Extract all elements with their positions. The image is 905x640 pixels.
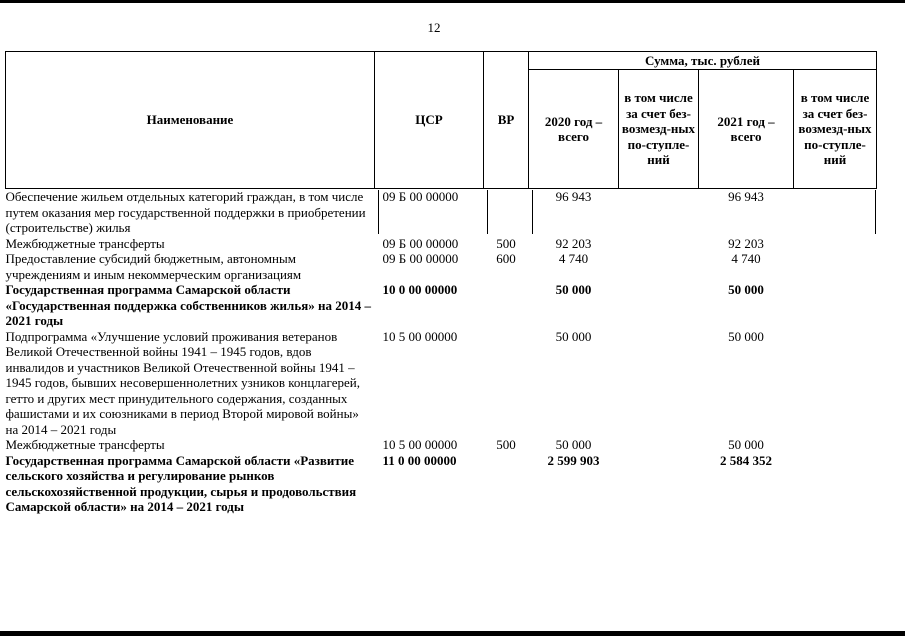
row-2020-total: 92 203 — [555, 235, 592, 251]
row-2020-total: 96 943 — [555, 189, 592, 204]
row-2020-free — [619, 437, 699, 453]
header-sum: Сумма, тыс. рублей — [529, 52, 877, 70]
row-csr: 10 5 00 00000 — [382, 437, 458, 452]
row-2021-total: 50 000 — [728, 282, 764, 297]
row-2020-total: 4 740 — [558, 251, 589, 266]
table-row — [6, 329, 877, 438]
header-2020-free: в том числе за счет без-возмезд-ных по-ступле-ний — [619, 70, 699, 189]
row-vr — [484, 329, 529, 438]
header-csr: ЦСР — [375, 52, 484, 189]
row-2020-free — [619, 251, 699, 282]
row-2020-total: 50 000 — [555, 328, 592, 344]
column-divider — [875, 190, 876, 234]
header-vr: ВР — [484, 52, 529, 189]
row-2021-total: 50 000 — [728, 328, 764, 344]
header-2020-total: 2020 год – всего — [529, 70, 619, 189]
row-2021-free — [794, 189, 877, 236]
page-number: 12 — [427, 20, 441, 35]
table-row — [6, 236, 877, 252]
bottom-border-line — [0, 631, 905, 636]
row-csr: 10 0 00 00000 — [382, 282, 458, 297]
row-name: Межбюджетные трансферты — [5, 437, 165, 452]
table-row — [6, 251, 877, 282]
row-vr — [484, 189, 529, 236]
row-2021-free — [794, 329, 877, 438]
row-2020-free — [619, 236, 699, 252]
header-name: Наименование — [6, 52, 375, 189]
column-divider — [532, 190, 533, 234]
header-2021-total: 2021 год – всего — [699, 70, 794, 189]
row-csr: 11 0 00 00000 — [382, 452, 457, 468]
row-name: Подпрограмма «Улучшение условий проживания ветеранов Великой Отечественной войны 1941 – 1945 годов, вдов инвалидов и участников Великой Отечественной войны 1941 – 1945 годов, бывших несовершеннолетних узников концлагерей, гетто и других мест принудительного содержания, созданных фашистами и их союзниками в период Второй мировой войны» на 2014 – 2021 годы — [5, 328, 360, 437]
table-row — [6, 282, 877, 329]
row-name: Межбюджетные трансферты — [5, 235, 165, 251]
row-2021-free — [794, 236, 877, 252]
row-vr — [484, 282, 529, 329]
top-border-line — [0, 0, 905, 3]
row-2021-free — [794, 453, 877, 515]
row-2021-total: 4 740 — [731, 251, 761, 266]
row-2021-free — [794, 251, 877, 282]
row-vr — [484, 453, 529, 515]
row-2021-free — [794, 282, 877, 329]
row-2021-total: 92 203 — [728, 235, 764, 251]
row-name: Обеспечение жильем отдельных категорий граждан, в том числе путем оказания мер государственной поддержки в приобретении (строительстве) жилья — [5, 189, 366, 235]
column-divider — [487, 190, 488, 234]
table-row — [6, 189, 877, 236]
row-2020-total: 50 000 — [555, 437, 592, 452]
row-2020-total: 50 000 — [555, 282, 592, 297]
row-2020-free — [619, 189, 699, 236]
row-vr: 500 — [496, 235, 516, 251]
row-vr: 500 — [496, 437, 516, 452]
budget-table — [5, 51, 877, 515]
row-2021-free — [794, 437, 877, 453]
row-2020-free — [619, 329, 699, 438]
row-2021-total: 96 943 — [728, 189, 764, 204]
row-vr: 600 — [496, 251, 516, 266]
table-row — [6, 437, 877, 453]
row-2020-total: 2 599 903 — [547, 452, 600, 468]
row-name: Государственная программа Самарской области «Государственная поддержка собственников жилья» на 2014 – 2021 годы — [5, 282, 371, 328]
row-csr: 09 Б 00 00000 — [382, 189, 459, 204]
column-divider — [378, 190, 379, 234]
row-csr: 09 Б 00 00000 — [382, 235, 459, 251]
row-name: Государственная программа Самарской области «Развитие сельского хозяйства и регулирование рынков сельскохозяйственной продукции, сырья и продовольствия Самарской области» на 2014 – 2021 годы — [5, 452, 357, 514]
header-2021-free: в том числе за счет без-возмезд-ных по-ступле-ний — [794, 70, 877, 189]
row-2020-free — [619, 282, 699, 329]
row-name: Предоставление субсидий бюджетным, автономным учреждениям и иным некоммерческим организациям — [5, 251, 302, 282]
row-2020-free — [619, 453, 699, 515]
row-csr: 10 5 00 00000 — [382, 328, 458, 344]
table-row — [6, 453, 877, 515]
table-header-row — [6, 52, 877, 70]
row-2021-total: 2 584 352 — [720, 452, 772, 468]
row-csr: 09 Б 00 00000 — [382, 251, 459, 266]
row-2021-total: 50 000 — [728, 437, 764, 452]
